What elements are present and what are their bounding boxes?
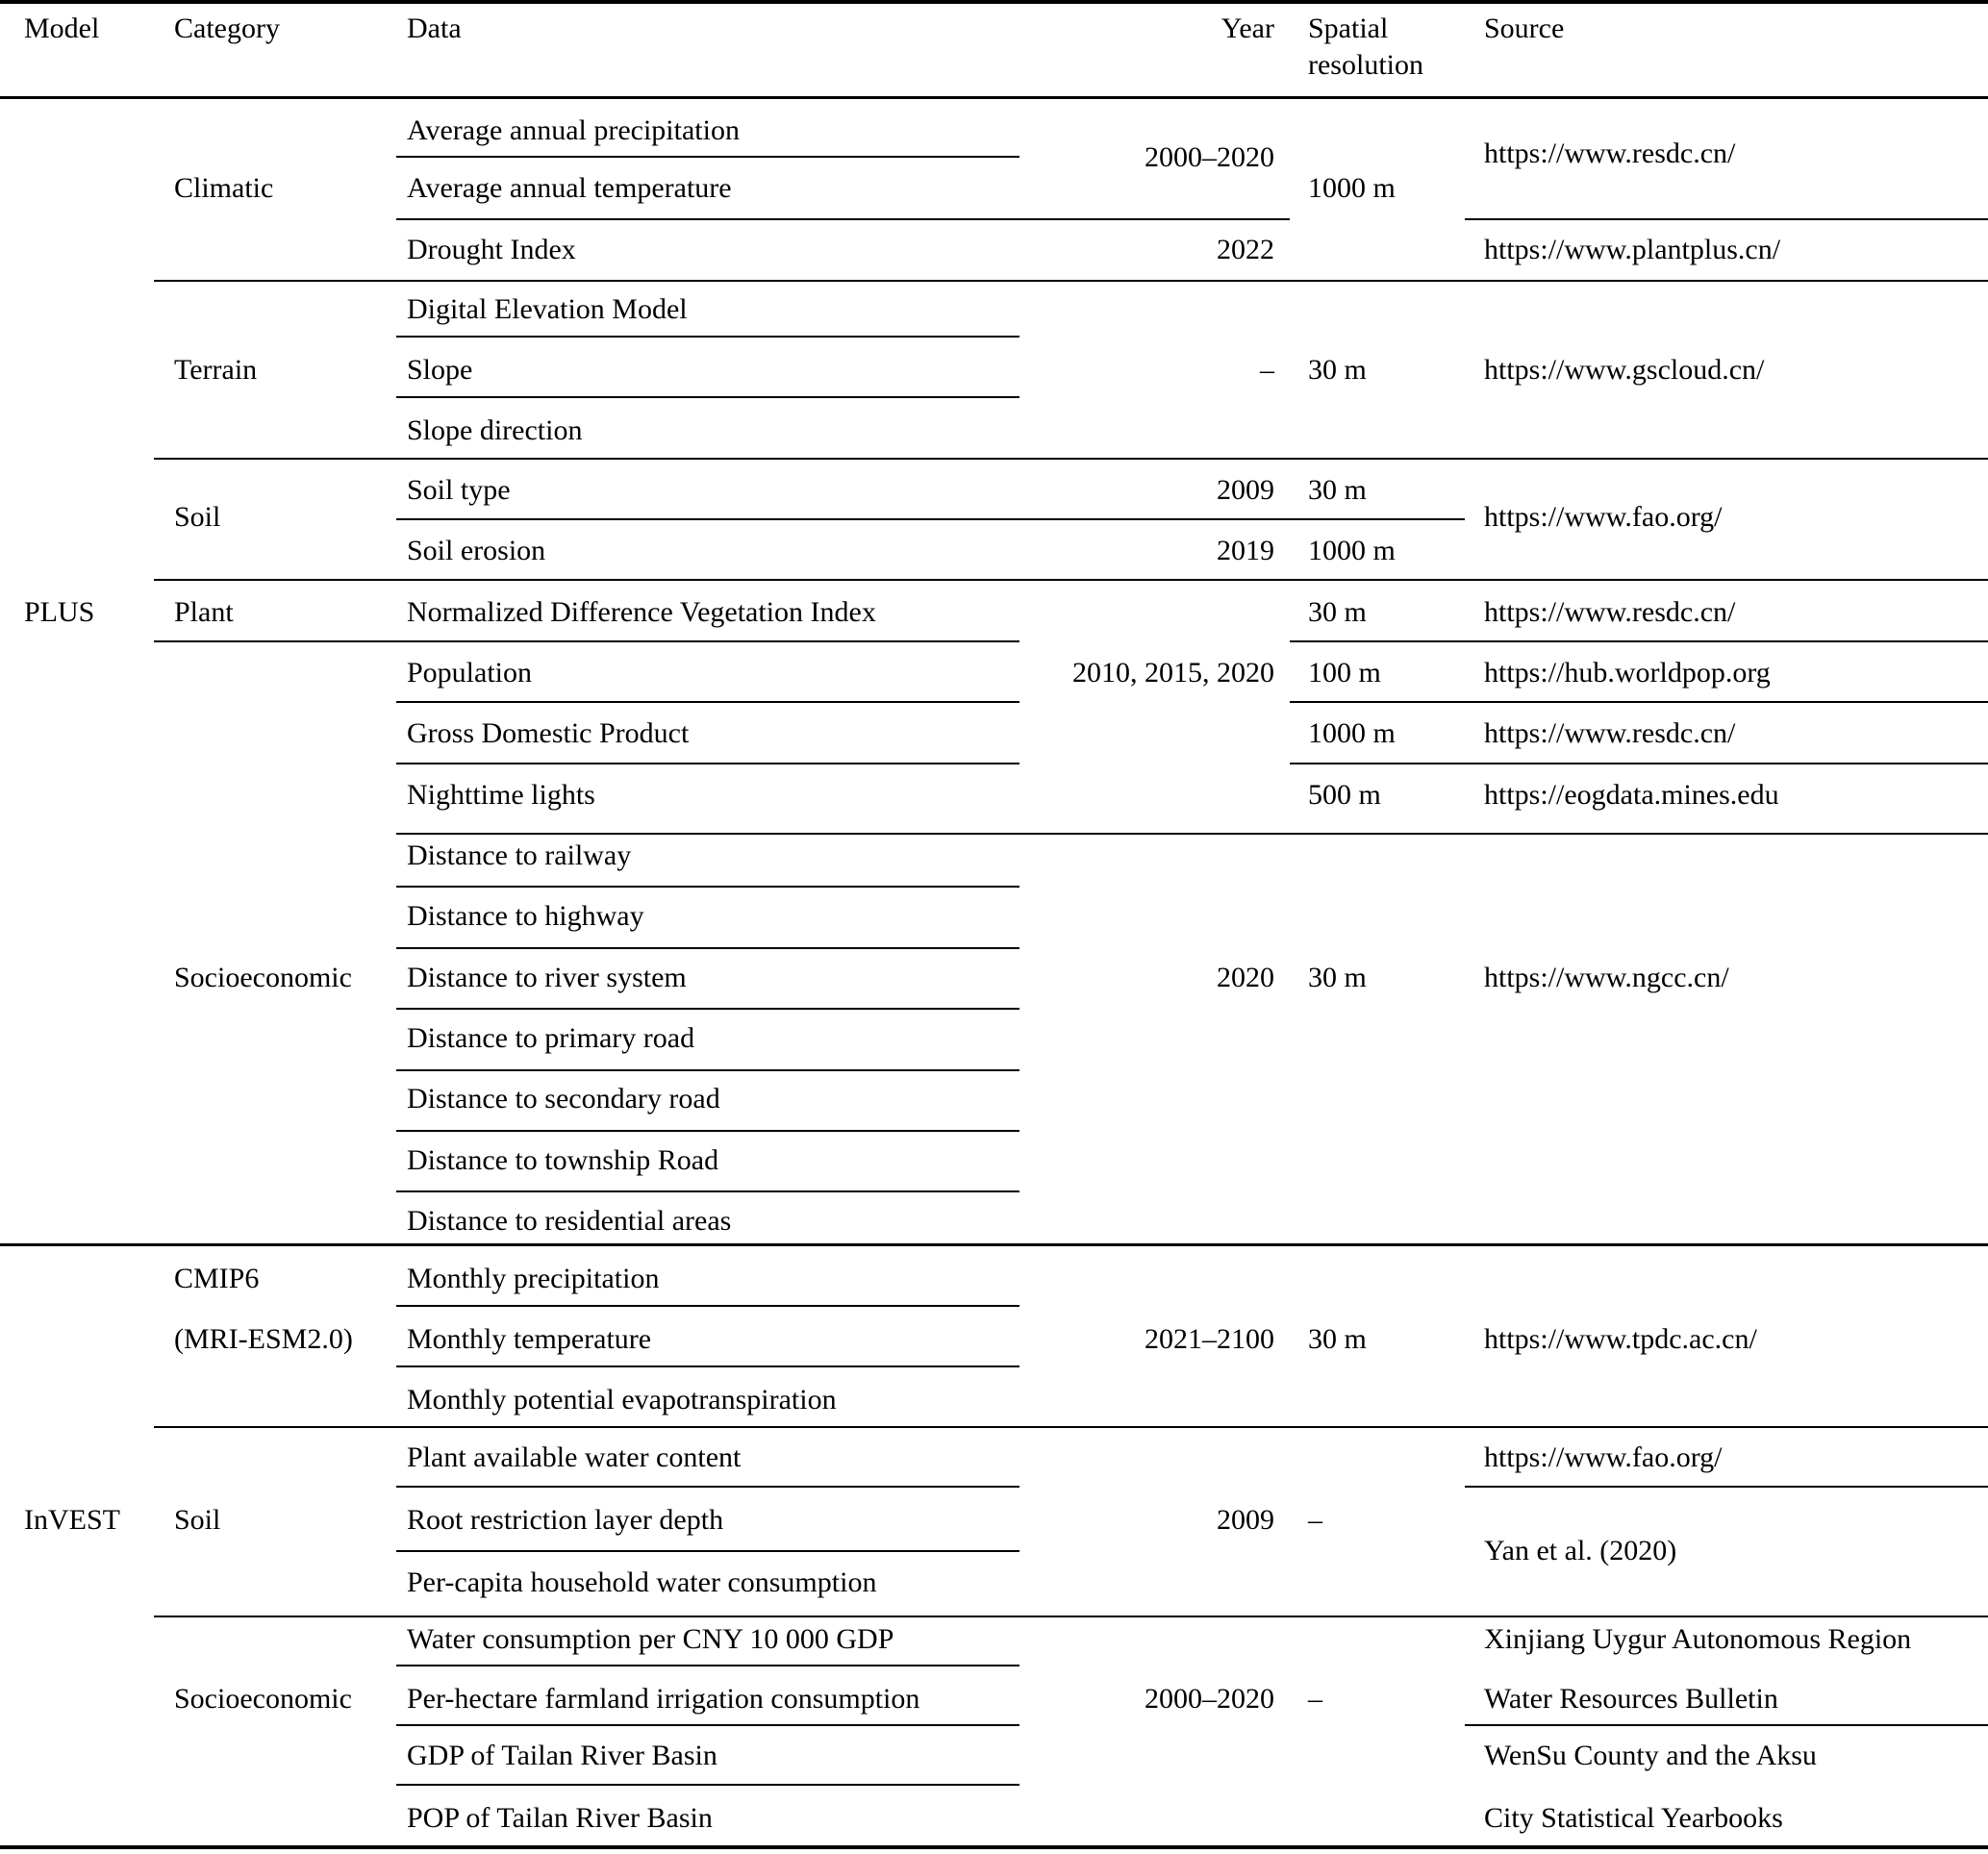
rule-water-hectare — [396, 1665, 1019, 1666]
rule-soil-socio — [154, 1616, 1988, 1617]
category-terrain: Terrain — [174, 354, 258, 386]
rule-pop-gdp-left — [396, 701, 1019, 703]
category-cmip6-line1: CMIP6 — [174, 1263, 260, 1294]
data-dist-residential: Distance to residential areas — [407, 1205, 732, 1237]
rule-fao-yan-src — [1465, 1486, 1988, 1488]
data-slope: Slope — [407, 354, 473, 386]
data-gdp: Gross Domestic Product — [407, 717, 690, 749]
col-header-year: Year — [1220, 13, 1274, 44]
data-dist-river: Distance to river system — [407, 962, 687, 993]
source-resdc-ndvi: https://www.resdc.cn/ — [1484, 596, 1736, 628]
source-resdc-climatic: https://www.resdc.cn/ — [1484, 138, 1736, 169]
rule-hectare-gdp — [396, 1724, 1019, 1726]
rule-bulletin-yearbook-src — [1465, 1724, 1988, 1726]
data-monthly-precipitation: Monthly precipitation — [407, 1263, 660, 1294]
rule-header-bottom — [0, 96, 1988, 99]
col-header-category: Category — [174, 13, 280, 44]
year-socio-group1: 2010, 2015, 2020 — [1072, 657, 1274, 689]
source-worldpop: https://hub.worldpop.org — [1484, 657, 1771, 689]
category-climatic: Climatic — [174, 172, 274, 204]
source-tpdc: https://www.tpdc.ac.cn/ — [1484, 1323, 1757, 1355]
year-climatic-1: 2000–2020 — [1145, 141, 1274, 173]
year-soil-type: 2009 — [1217, 474, 1274, 506]
source-wensu-line2: City Statistical Yearbooks — [1484, 1802, 1783, 1834]
source-ngcc: https://www.ngcc.cn/ — [1484, 962, 1729, 993]
spatial-socio-invest: – — [1308, 1683, 1322, 1715]
col-header-source: Source — [1484, 13, 1565, 44]
spatial-nighttime: 500 m — [1308, 779, 1381, 811]
spatial-soil-invest: – — [1308, 1504, 1322, 1536]
source-fao-invest: https://www.fao.org/ — [1484, 1441, 1723, 1473]
spatial-ndvi: 30 m — [1308, 596, 1367, 628]
spatial-climatic: 1000 m — [1308, 172, 1396, 204]
spatial-socio-group2: 30 m — [1308, 962, 1367, 993]
spatial-soil-type: 30 m — [1308, 474, 1367, 506]
rule-mtemp-mevap — [396, 1365, 1019, 1367]
rule-pop-gdp-right — [1290, 701, 1988, 703]
data-soil-type: Soil type — [407, 474, 511, 506]
rule-cmip6-soil — [154, 1426, 1988, 1428]
source-plantplus: https://www.plantplus.cn/ — [1484, 234, 1781, 265]
spatial-soil-erosion: 1000 m — [1308, 535, 1396, 566]
model-label-invest: InVEST — [24, 1504, 120, 1536]
data-dist-highway: Distance to highway — [407, 900, 644, 932]
year-terrain: – — [1260, 354, 1274, 386]
year-soil-invest: 2009 — [1217, 1504, 1274, 1536]
rule-river-primary — [396, 1008, 1019, 1010]
year-socio-group2: 2020 — [1217, 962, 1274, 993]
col-header-data: Data — [407, 13, 462, 44]
model-label-plus: PLUS — [24, 596, 95, 628]
year-drought: 2022 — [1217, 234, 1274, 265]
rule-temp-drought-src — [1465, 218, 1988, 220]
data-pawc: Plant available water content — [407, 1441, 742, 1473]
data-monthly-evapotranspiration: Monthly potential evapotranspiration — [407, 1384, 837, 1416]
spatial-gdp: 1000 m — [1308, 717, 1396, 749]
category-soil-invest: Soil — [174, 1504, 221, 1536]
source-xinjiang-line1: Xinjiang Uygur Autonomous Region — [1484, 1623, 1912, 1655]
data-avg-temperature: Average annual temperature — [407, 172, 732, 204]
category-socioeconomic-plus: Socioeconomic — [174, 962, 352, 993]
data-water-per-gdp: Water consumption per CNY 10 000 GDP — [407, 1623, 894, 1655]
spatial-population: 100 m — [1308, 657, 1381, 689]
data-dist-railway: Distance to railway — [407, 839, 632, 871]
source-fao-plus: https://www.fao.org/ — [1484, 501, 1723, 533]
rule-gdp-pop — [396, 1784, 1019, 1786]
source-gscloud: https://www.gscloud.cn/ — [1484, 354, 1765, 386]
spatial-cmip6: 30 m — [1308, 1323, 1367, 1355]
data-drought-index: Drought Index — [407, 234, 576, 265]
source-yan-2020: Yan et al. (2020) — [1484, 1535, 1677, 1566]
data-avg-precipitation: Average annual precipitation — [407, 114, 740, 146]
data-population: Population — [407, 657, 533, 689]
data-percapita-water: Per-capita household water consumption — [407, 1566, 877, 1598]
rule-precip-temp — [396, 156, 1019, 158]
data-nighttime-lights: Nighttime lights — [407, 779, 595, 811]
data-dem: Digital Elevation Model — [407, 293, 688, 325]
rule-soiltype-erosion — [396, 518, 1465, 520]
rule-plant-socio-right — [1290, 640, 1988, 642]
rule-gdp-ntl-left — [396, 763, 1019, 764]
data-slope-direction: Slope direction — [407, 414, 583, 446]
col-header-model: Model — [24, 13, 100, 44]
rule-ntl-distance — [396, 833, 1988, 835]
data-gdp-tailan: GDP of Tailan River Basin — [407, 1740, 717, 1771]
data-ndvi: Normalized Difference Vegetation Index — [407, 596, 876, 628]
year-socio-invest: 2000–2020 — [1145, 1683, 1274, 1715]
col-header-spatial-line2: resolution — [1308, 49, 1423, 81]
data-monthly-temperature: Monthly temperature — [407, 1323, 652, 1355]
rule-primary-secondary — [396, 1069, 1019, 1071]
data-root-depth: Root restriction layer depth — [407, 1504, 724, 1536]
source-resdc-gdp: https://www.resdc.cn/ — [1484, 717, 1736, 749]
source-eogdata: https://eogdata.mines.edu — [1484, 779, 1779, 811]
category-soil-plus: Soil — [174, 501, 221, 533]
rule-township-residential — [396, 1190, 1019, 1192]
rule-gdp-ntl-right — [1290, 763, 1988, 764]
year-soil-erosion: 2019 — [1217, 535, 1274, 566]
rule-root-percapita — [396, 1550, 1019, 1552]
data-dist-secondary: Distance to secondary road — [407, 1083, 720, 1115]
rule-slope-direction — [396, 396, 1019, 398]
rule-dem-slope — [396, 336, 1019, 338]
data-dist-primary: Distance to primary road — [407, 1022, 695, 1054]
col-header-spatial-line1: Spatial — [1308, 13, 1389, 44]
data-soil-erosion: Soil erosion — [407, 535, 546, 566]
rule-bottom — [0, 1845, 1988, 1849]
rule-highway-river — [396, 947, 1019, 949]
category-cmip6-line2: (MRI-ESM2.0) — [174, 1323, 353, 1355]
category-socioeconomic-invest: Socioeconomic — [174, 1683, 352, 1715]
category-plant: Plant — [174, 596, 234, 628]
rule-secondary-township — [396, 1130, 1019, 1132]
data-pop-tailan: POP of Tailan River Basin — [407, 1802, 713, 1834]
rule-terrain-soil — [154, 458, 1988, 460]
rule-railway-highway — [396, 886, 1019, 888]
rule-plant-socio-left — [154, 640, 1019, 642]
year-cmip6: 2021–2100 — [1145, 1323, 1274, 1355]
rule-mprecip-mtemp — [396, 1305, 1019, 1307]
rule-top — [0, 0, 1988, 4]
rule-temp-drought — [396, 218, 1290, 220]
spatial-terrain: 30 m — [1308, 354, 1367, 386]
rule-soil-plant — [154, 579, 1988, 581]
rule-climatic-terrain — [154, 280, 1988, 282]
source-xinjiang-line2: Water Resources Bulletin — [1484, 1683, 1778, 1715]
data-dist-township: Distance to township Road — [407, 1144, 719, 1176]
rule-pawc-root — [396, 1486, 1019, 1488]
rule-plus-invest — [0, 1243, 1988, 1246]
data-irrigation: Per-hectare farmland irrigation consumption — [407, 1683, 920, 1715]
source-wensu-line1: WenSu County and the Aksu — [1484, 1740, 1817, 1771]
